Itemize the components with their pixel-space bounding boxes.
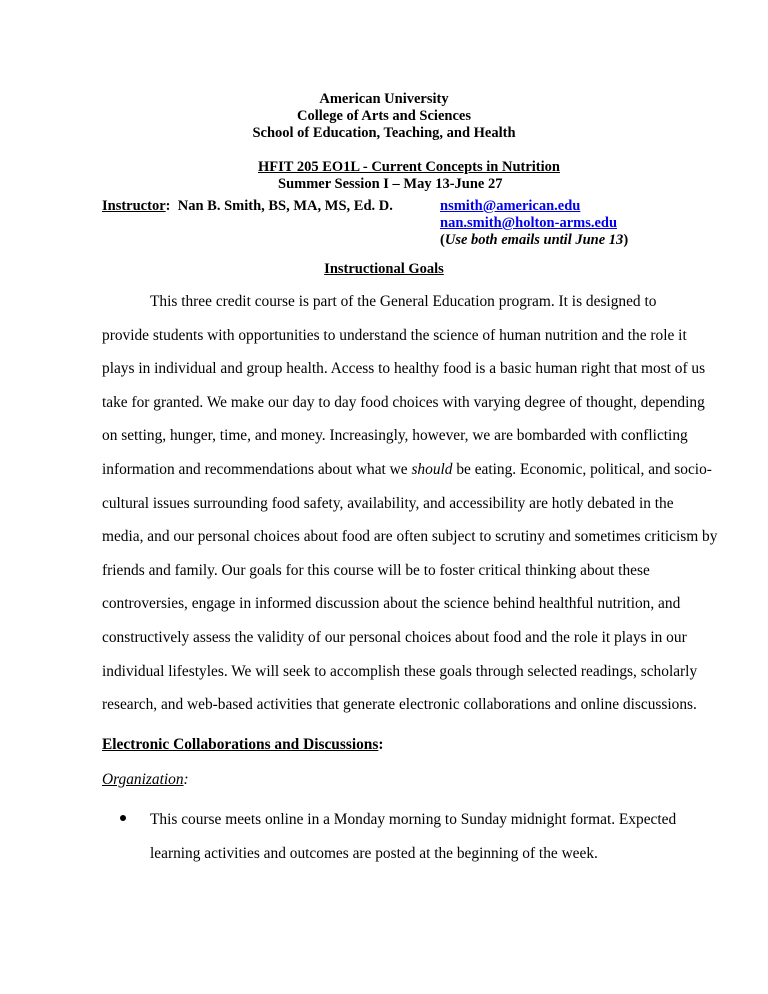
school-name: School of Education, Teaching, and Health	[252, 125, 516, 141]
bullet-text	[150, 803, 730, 870]
college-name: College of Arts and Sciences	[297, 108, 471, 124]
email-note-text: Use both emails until June 13	[444, 232, 624, 248]
course-session: Summer Session I – May 13-June 27	[278, 176, 503, 192]
collaborations-heading-suffix: :	[378, 736, 384, 753]
paragraph-line: media, and our personal choices about food are often subject to scrutiny and sometimes criticism by	[102, 528, 718, 546]
bullet-icon	[120, 815, 126, 821]
paragraph-line: controversies, engage in informed discussion about the science behind healthful nutrition, and	[102, 595, 681, 613]
paragraph-line: provide students with opportunities to understand the science of human nutrition and the role it	[102, 326, 687, 344]
organization-subheading	[102, 771, 189, 788]
bullet-line: learning activities and outcomes are posted at the beginning of the week.	[150, 844, 598, 862]
emphasis-should: should	[411, 460, 453, 478]
course-title: HFIT 205 EO1L - Current Concepts in Nutrition	[258, 159, 560, 175]
instructor-label: Instructor	[102, 198, 166, 214]
email-note	[440, 232, 628, 249]
paragraph-line: This three credit course is part of the General Education program. It is designed to	[150, 293, 657, 310]
collaborations-heading	[102, 736, 384, 753]
email-link-american[interactable]: nsmith@american.edu	[440, 198, 581, 214]
paragraph-line	[102, 453, 730, 487]
contact-block	[440, 198, 628, 249]
paragraph-fragment: be eating. Economic, political, and socio-	[452, 460, 712, 478]
email-note-open: (	[440, 232, 445, 248]
paragraph-line: individual lifestyles. We will seek to accomplish these goals through selected readings, scholarly	[102, 662, 698, 680]
paragraph-line: research, and web-based activities that generate electronic collaborations and online discussions.	[102, 696, 697, 714]
course-info	[258, 159, 560, 193]
paragraph-line: take for granted. We make our day to day food choices with varying degree of thought, depending	[102, 393, 705, 411]
paragraph-line: plays in individual and group health. Access to healthy food is a basic human right that most of us	[102, 360, 706, 378]
email-link-holton-arms[interactable]: nan.smith@holton-arms.edu	[440, 215, 618, 231]
paragraph-line: constructively assess the validity of our personal choices about food and the role it plays in our	[102, 628, 687, 646]
instructional-goals-paragraph	[102, 285, 730, 722]
paragraph-fragment: information and recommendations about what we	[102, 460, 412, 478]
university-name: American University	[319, 91, 449, 107]
paragraph-line: on setting, hunger, time, and money. Increasingly, however, we are bombarded with conflicting	[102, 427, 688, 445]
paragraph-line: friends and family. Our goals for this course will be to foster critical thinking about these	[102, 561, 650, 579]
instructor-line	[102, 198, 393, 215]
organization-suffix: :	[183, 771, 189, 788]
paragraph-line: cultural issues surrounding food safety, availability, and accessibility are hotly debated in the	[102, 494, 674, 512]
instructor-label-separator: :	[165, 198, 171, 214]
instructor-name: Nan B. Smith, BS, MA, MS, Ed. D.	[177, 198, 393, 214]
collaborations-heading-text: Electronic Collaborations and Discussions	[102, 736, 379, 753]
organization-label: Organization	[102, 771, 184, 788]
email-note-close: )	[623, 232, 629, 248]
bullet-line: This course meets online in a Monday morning to Sunday midnight format. Expected	[150, 811, 677, 828]
instructional-goals-heading: Instructional Goals	[324, 261, 444, 277]
